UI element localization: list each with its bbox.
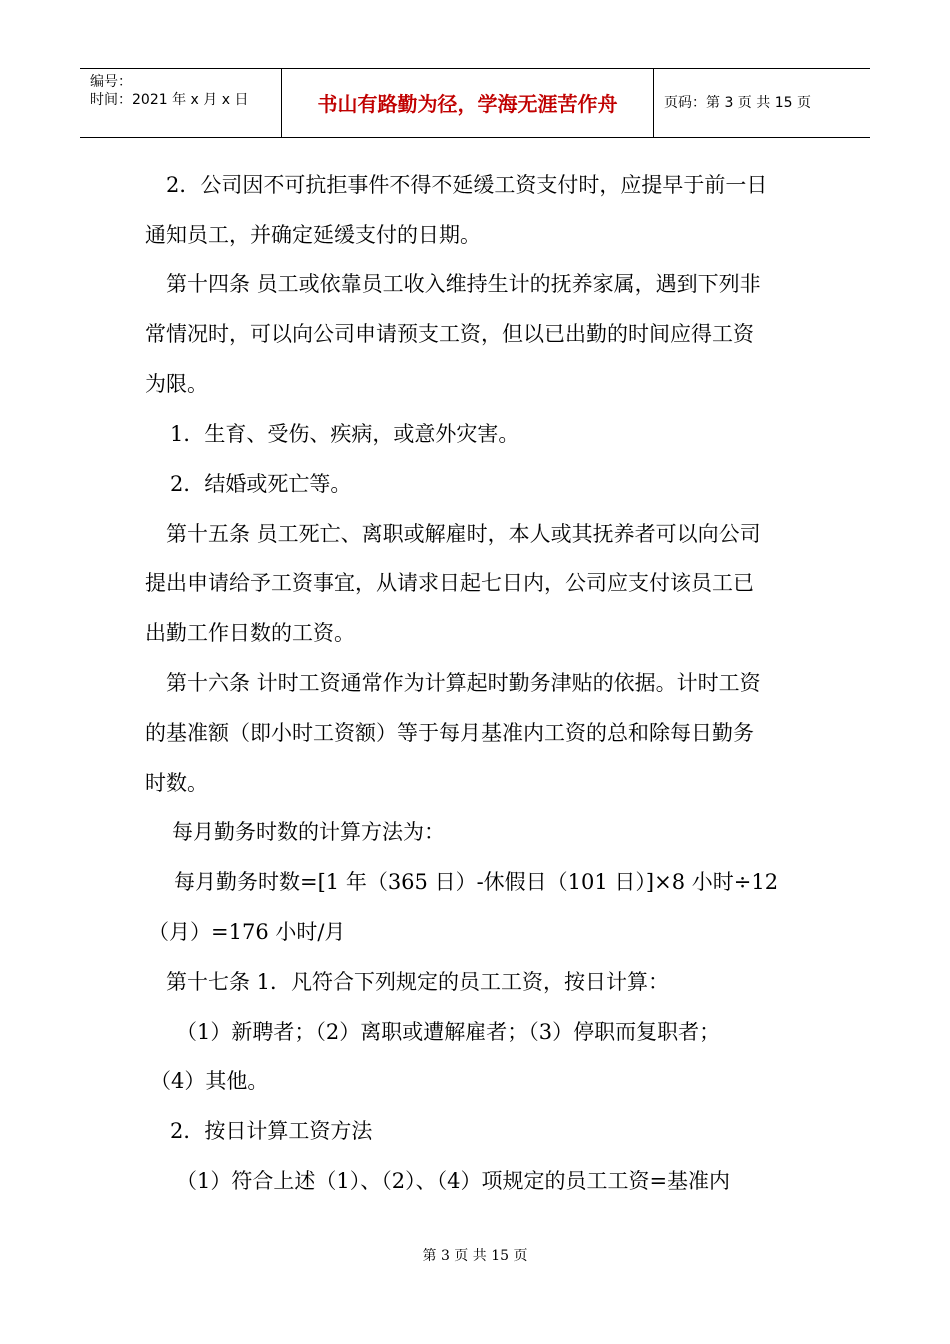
body-line: 第十五条 员工死亡、离职或解雇时，本人或其抚养者可以向公司 <box>166 522 761 546</box>
body-line: 通知员工，并确定延缓支付的日期。 <box>145 223 481 247</box>
page-footer: 第 3 页 共 15 页 <box>422 1248 528 1264</box>
body-line: 每月勤务时数的计算方法为： <box>172 820 445 844</box>
header-motto: 书山有路勤为径，学海无涯苦作舟 <box>317 92 618 116</box>
body-line: 1．生育、受伤、疾病，或意外灾害。 <box>170 422 520 446</box>
formula-line: （月）=176 小时/月 <box>148 920 346 944</box>
header-page-info: 页码：第 3 页 共 15 页 <box>664 95 811 111</box>
body-line: 提出申请给予工资事宜，从请求日起七日内，公司应支付该员工已 <box>145 571 754 595</box>
document-header <box>80 68 870 138</box>
header-page-cell <box>654 69 870 137</box>
body-line: 2．结婚或死亡等。 <box>170 472 352 496</box>
header-motto-cell <box>282 69 654 137</box>
body-line: （1）新聘者；（2）离职或遭解雇者；（3）停职而复职者； <box>176 1020 721 1044</box>
body-line: 时数。 <box>145 771 208 795</box>
body-line: 出勤工作日数的工资。 <box>145 621 355 645</box>
body-line: （1）符合上述（1）、（2）、（4）项规定的员工工资=基准内 <box>176 1169 731 1193</box>
body-line: 第十四条 员工或依靠员工收入维持生计的抚养家属，遇到下列非 <box>166 272 761 296</box>
document-date-label: 时间：2021 年 x 月 x 日 <box>90 92 249 108</box>
document-number-label: 编号： <box>90 74 132 90</box>
body-line: 为限。 <box>145 372 208 396</box>
body-line: 的基准额（即小时工资额）等于每月基准内工资的总和除每日勤务 <box>145 721 754 745</box>
body-line: 第十七条 1．凡符合下列规定的员工工资，按日计算： <box>166 970 670 994</box>
body-line: （4）其他。 <box>150 1069 269 1093</box>
header-meta-cell <box>80 69 282 137</box>
body-line: 2．公司因不可抗拒事件不得不延缓工资支付时，应提早于前一日 <box>166 173 768 197</box>
body-line: 常情况时，可以向公司申请预支工资，但以已出勤的时间应得工资 <box>145 322 754 346</box>
formula-line: 每月勤务时数=[1 年（365 日）-休假日（101 日）]×8 小时÷12 <box>174 870 779 894</box>
body-line: 2．按日计算工资方法 <box>170 1119 373 1143</box>
body-line: 第十六条 计时工资通常作为计算起时勤务津贴的依据。计时工资 <box>166 671 761 695</box>
